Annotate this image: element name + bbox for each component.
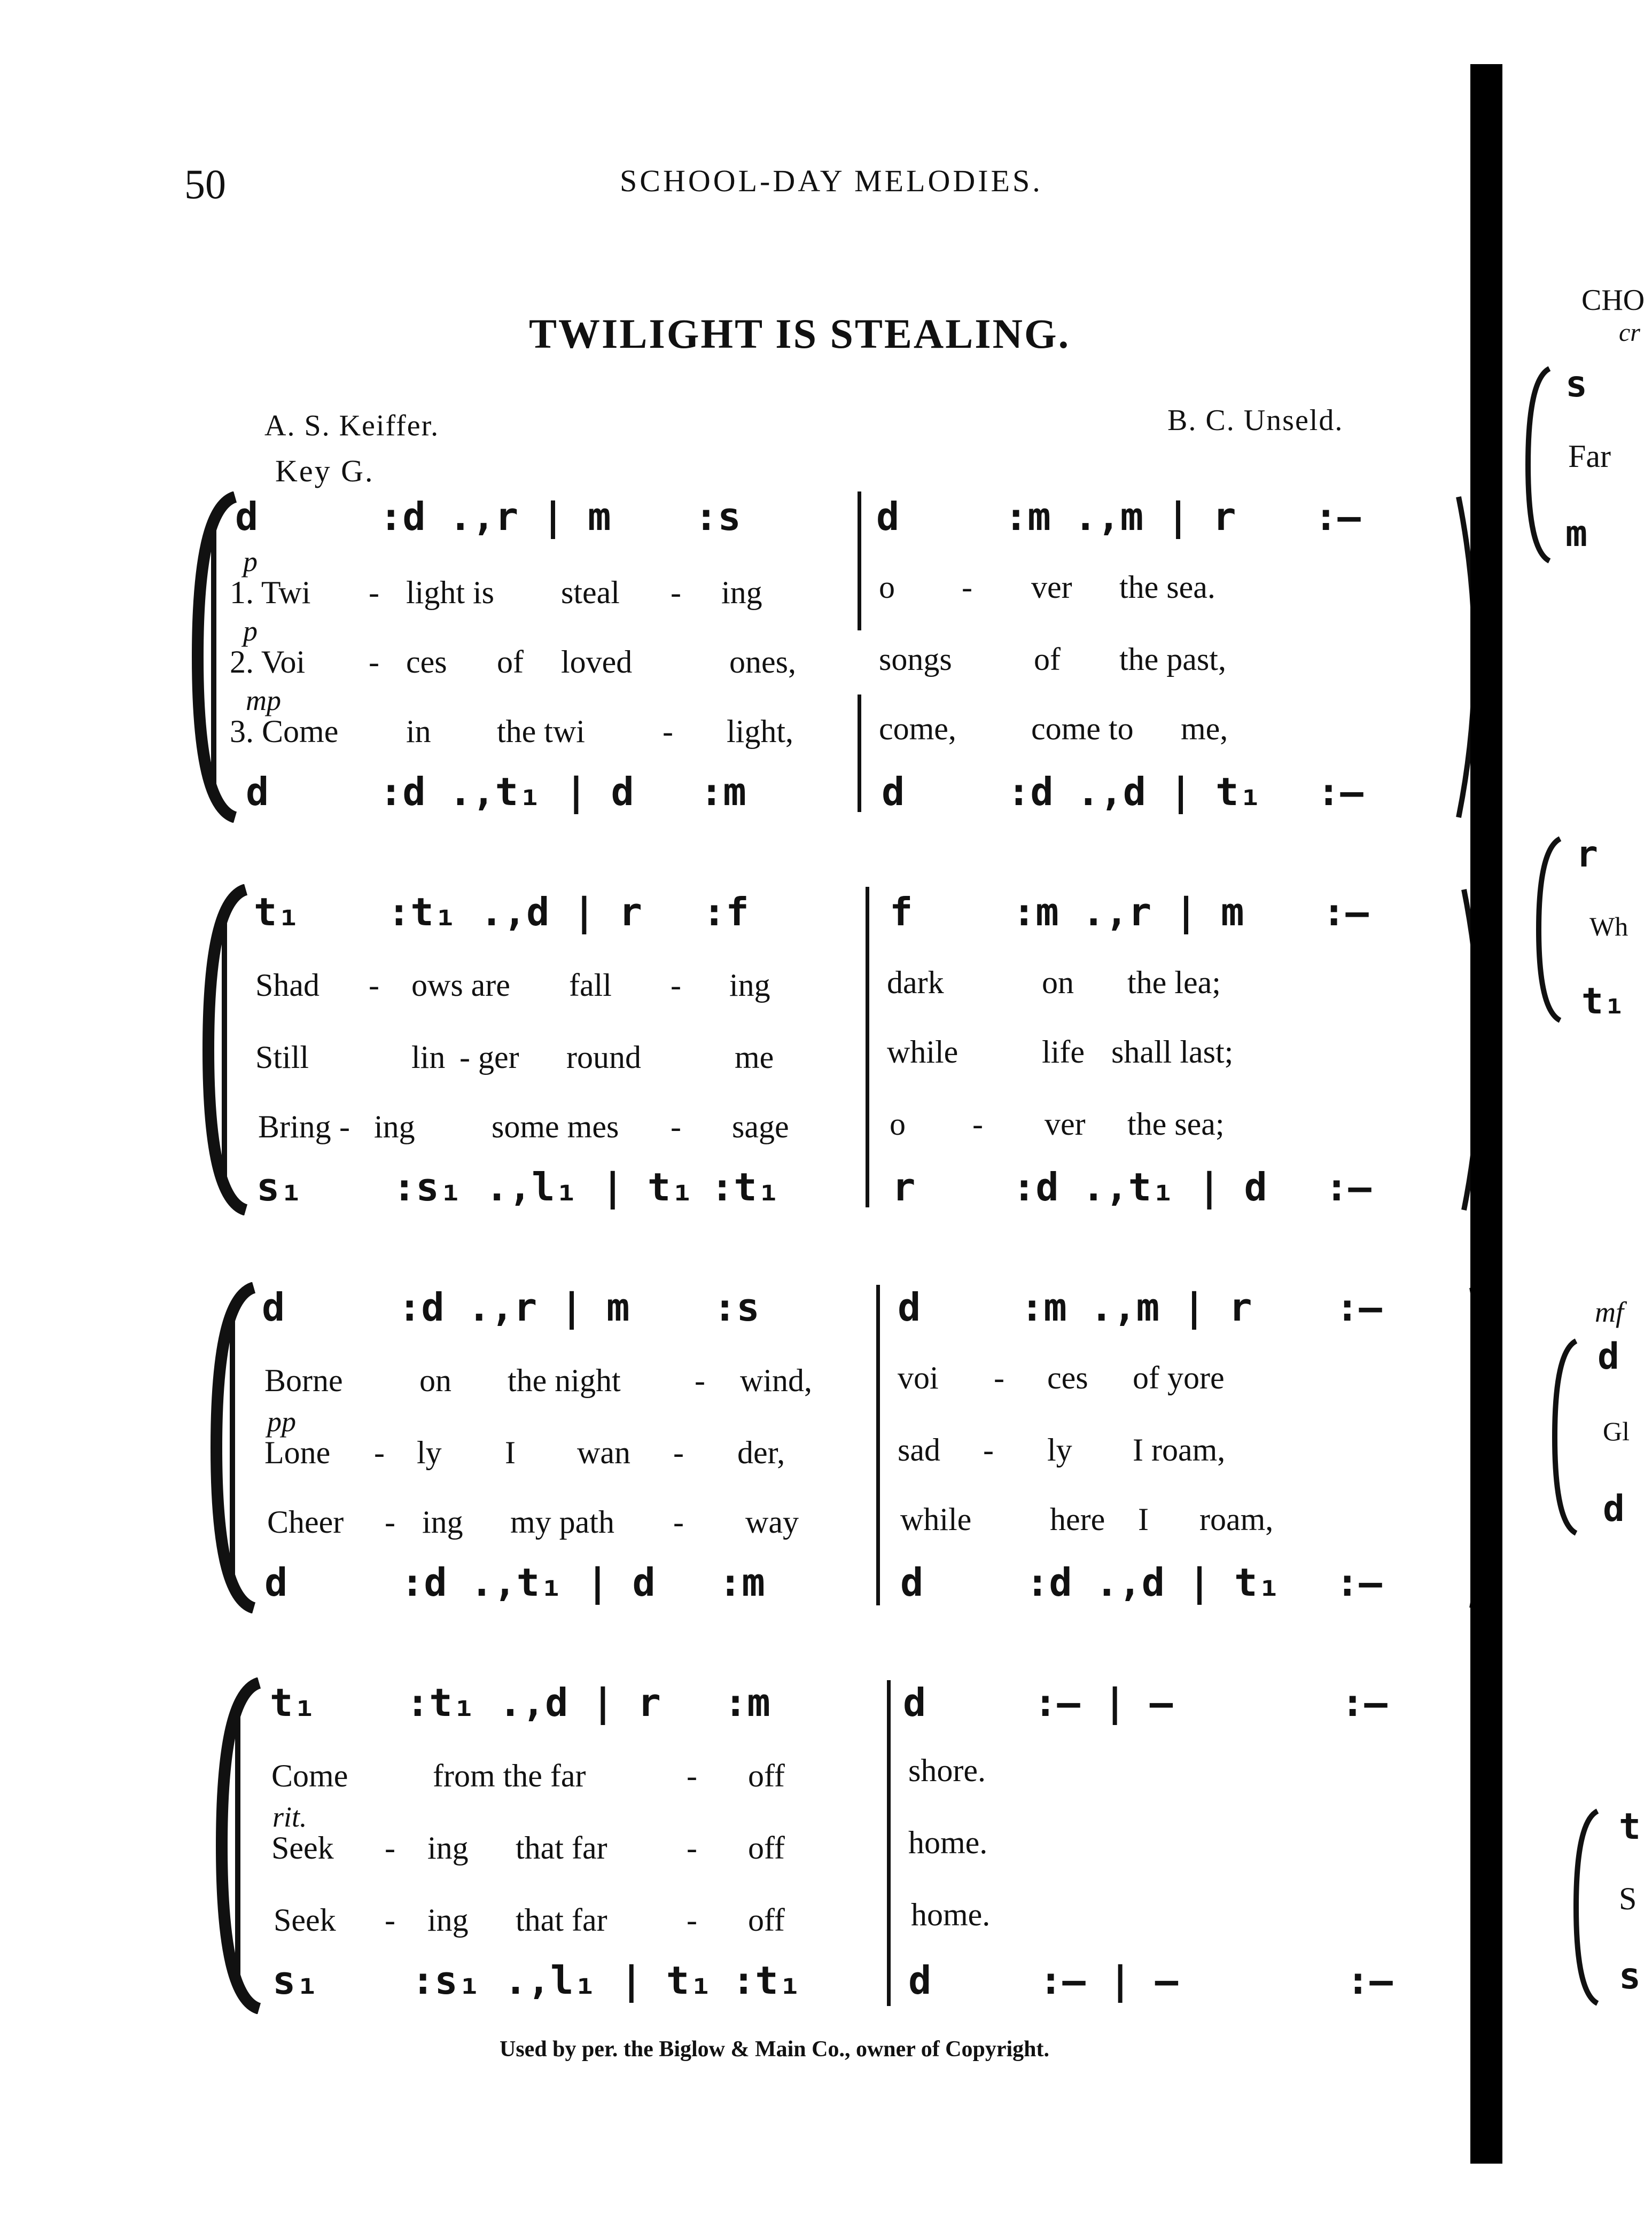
bass-note: :d .,t₁ | d [401,1560,656,1605]
lyric: I [1138,1502,1149,1537]
system-2-left-brace [192,884,256,1215]
lyric: o [890,1106,906,1142]
lyric: - [687,1758,697,1793]
system-2-measure-bar [866,887,869,1207]
lyric: ver [1031,569,1072,605]
soprano-note: :— | — [1034,1680,1173,1725]
song-title: TWILIGHT IS STEALING. [529,310,1071,357]
lyric: - [687,1830,697,1866]
bass-note: :t₁ [711,1165,781,1209]
system-1-measure-bar [858,491,861,630]
soprano-note: :— [1322,889,1369,934]
bass-note: :t₁ [732,1958,802,2003]
lyric: life [1042,1034,1085,1070]
bass-note: :— [1336,1560,1382,1605]
bass-note: :s₁ .,l₁ | t₁ [411,1958,713,2003]
lyric: Lone [264,1435,331,1470]
bass-note: r [892,1165,916,1209]
lyric: ly [1047,1432,1072,1468]
lyric: roam, [1199,1502,1274,1537]
lyric: of [497,644,524,680]
lyric: - [671,575,681,610]
key-signature: Key G. [275,454,375,488]
lyric: in [406,714,431,749]
lyric: voi [898,1360,939,1395]
lyric: round [566,1040,641,1075]
lyric: my path [510,1504,614,1540]
soprano-note: :m .,r | m [1012,889,1244,934]
lyric: the sea; [1127,1106,1225,1142]
soprano-note: f [890,889,913,934]
lyric: the sea. [1119,569,1215,605]
bass-note: :d .,d | t₁ [1026,1560,1281,1605]
lyric: that far [516,1902,607,1938]
lyric: that far [516,1830,607,1866]
lyric: - [962,569,972,605]
lyric: - [385,1902,395,1938]
lyric: Bring [258,1109,331,1144]
lyric: ly [417,1435,442,1470]
lyric: of [1034,642,1061,677]
lyric: - [673,1504,684,1540]
soprano-note: :s [713,1285,760,1330]
bass-note: d [908,1958,932,2003]
soprano-note: :f [703,889,749,934]
page-binding-edge [1470,64,1502,2164]
fragment-brace [1571,1806,1603,2009]
fragment-text: CHO [1581,284,1645,317]
soprano-note: :d .,r | m [398,1285,630,1330]
lyric: here [1050,1502,1105,1537]
bass-note: :— [1346,1958,1393,2003]
system-4-left-brace [206,1677,270,2014]
lyric: while [887,1034,959,1070]
lyric: ces [1047,1360,1088,1395]
lyric: off [748,1830,785,1866]
composer-credit: B. C. Unseld. [1167,404,1344,437]
bass-note: :— [1325,1165,1372,1209]
bass-note: s₁ [272,1958,319,2003]
lyric: ing [422,1504,463,1540]
bass-note: :d .,d | t₁ [1007,769,1262,814]
lyric: - [972,1106,983,1142]
lyric: Shad [255,967,320,1003]
fragment-note: s [1619,1955,1641,1997]
dynamic-mark: mp [246,684,281,716]
bass-note: :— [1317,769,1363,814]
bass-note: :m [700,769,746,814]
lyric: Come [271,1758,348,1793]
lyric: on [1042,965,1074,1000]
lyric: - [687,1902,697,1938]
dynamic-mark: pp [267,1406,296,1438]
lyric: ver [1045,1106,1086,1142]
soprano-note: d [903,1680,926,1725]
dynamic-mark: rit. [272,1801,307,1833]
lyric: the past, [1119,642,1226,677]
soprano-note: :m [724,1680,770,1725]
bass-note: :m [719,1560,765,1605]
bass-note: :d .,t₁ | d [379,769,634,814]
system-1-measure-bar-lower [858,694,861,812]
fragment-brace [1549,1336,1581,1539]
bass-note: s₁ [256,1165,303,1209]
lyric: sad [898,1432,940,1468]
lyric: lin [411,1040,446,1075]
lyric: from the far [433,1758,586,1793]
lyric: the twi [497,714,585,749]
fragment-note: t₁ [1581,980,1625,1023]
soprano-note: d [876,494,900,539]
lyric: ing [729,967,770,1003]
bass-note: d [246,769,269,814]
dynamic-mark: p [243,545,258,578]
lyric: ones, [729,644,796,680]
lyric: steal [561,575,620,610]
bass-note: d [882,769,905,814]
soprano-note: :— [1341,1680,1388,1725]
fragment-note: t [1619,1806,1641,1848]
lyric: me, [1181,711,1228,746]
lyric: ing [427,1830,469,1866]
lyric: 3. Come [230,714,339,749]
lyric: some mes [492,1109,619,1144]
lyric: - [369,575,379,610]
lyric: ows are [411,967,510,1003]
fragment-text: cr [1619,318,1640,347]
soprano-note: :s [695,494,741,539]
lyric: Seek [271,1830,334,1866]
soprano-note: :t₁ .,d | r [406,1680,661,1725]
soprano-note: :m .,m | r [1004,494,1236,539]
lyric: - [695,1363,705,1398]
lyric: wan [577,1435,630,1470]
lyric: come, [879,711,956,746]
lyric: der, [737,1435,785,1470]
lyric: Seek [274,1902,336,1938]
lyric: of yore [1133,1360,1225,1395]
fragment-note: r [1576,833,1598,876]
lyric: 2. Voi [230,644,306,680]
bass-note: :— | — [1039,1958,1179,2003]
lyric: - [671,1109,681,1144]
fragment-text: Gl [1603,1416,1630,1446]
lyricist-credit: A. S. Keiffer. [264,409,440,442]
lyric: Borne [264,1363,343,1398]
lyric: dark [887,965,944,1000]
lyric: o [879,569,895,605]
lyric: while [900,1502,972,1537]
lyric: - [983,1432,994,1468]
lyric: - [339,1109,350,1144]
soprano-note: :m .,m | r [1020,1285,1252,1330]
soprano-note: t₁ [254,889,300,934]
lyric: the night [508,1363,621,1398]
lyric: Cheer [267,1504,344,1540]
fragment-text: Far [1568,439,1611,474]
lyric: - [369,967,379,1003]
lyric: - [385,1830,395,1866]
soprano-note: d [898,1285,921,1330]
dynamic-mark: mf [1595,1296,1624,1328]
lyric: - [671,967,681,1003]
bass-note: :s₁ .,l₁ | t₁ [393,1165,694,1209]
soprano-note: d [235,494,259,539]
lyric: light is [406,575,495,610]
soprano-note: :t₁ .,d | r [387,889,642,934]
fragment-note: d [1598,1336,1619,1378]
lyric: me [735,1040,774,1075]
lyric: - [994,1360,1004,1395]
lyric: - [673,1435,684,1470]
bass-note: d [264,1560,288,1605]
dynamic-mark: p [243,615,258,647]
lyric: off [748,1758,785,1793]
lyric: Still [255,1040,309,1075]
lyric: light, [727,714,794,749]
copyright-notice: Used by per. the Biglow & Main Co., owner of Copyright. [500,2037,1050,2062]
lyric: - [385,1504,395,1540]
lyric: way [745,1504,799,1540]
lyric: off [748,1902,785,1938]
bass-note: :d .,t₁ | d [1012,1165,1267,1209]
lyric: ing [721,575,762,610]
lyric: ing [427,1902,469,1938]
fragment-note: s [1565,363,1587,405]
fragment-brace [1533,833,1565,1026]
lyric: ces [406,644,447,680]
lyric: I roam, [1133,1432,1226,1468]
system-3-left-brace [200,1282,264,1613]
lyric: - [369,644,379,680]
lyric: on [419,1363,451,1398]
soprano-note: :— [1314,494,1361,539]
system-4-measure-bar [887,1680,891,2006]
lyric: songs [879,642,952,677]
running-title: SCHOOL-DAY MELODIES. [620,163,1043,198]
lyric: the lea; [1127,965,1221,1000]
soprano-note: :— [1336,1285,1382,1330]
lyric: ing [374,1109,415,1144]
lyric: I [505,1435,516,1470]
fragment-note: m [1565,513,1587,555]
lyric: come to [1031,711,1134,746]
system-3-measure-bar [876,1285,880,1605]
fragment-text: Wh [1589,911,1628,941]
lyric: 1. Twi [230,575,311,610]
lyric: shall last; [1111,1034,1234,1070]
lyric: fall [569,967,612,1003]
lyric: wind, [740,1363,812,1398]
lyric: home. [911,1897,991,1932]
lyric: shore. [908,1753,986,1788]
soprano-note: d [262,1285,285,1330]
fragment-brace [1523,363,1555,566]
lyric: - [663,714,673,749]
lyric: ger [478,1040,519,1075]
fragment-text: S [1619,1881,1637,1916]
page-number: 50 [184,161,226,207]
lyric: loved [561,644,633,680]
soprano-note: :d .,r | m [379,494,611,539]
lyric: - [374,1435,385,1470]
lyric: home. [908,1825,988,1860]
fragment-note: d [1603,1488,1625,1530]
soprano-note: t₁ [270,1680,316,1725]
lyric: - [459,1040,470,1075]
lyric: sage [732,1109,789,1144]
bass-note: d [900,1560,924,1605]
